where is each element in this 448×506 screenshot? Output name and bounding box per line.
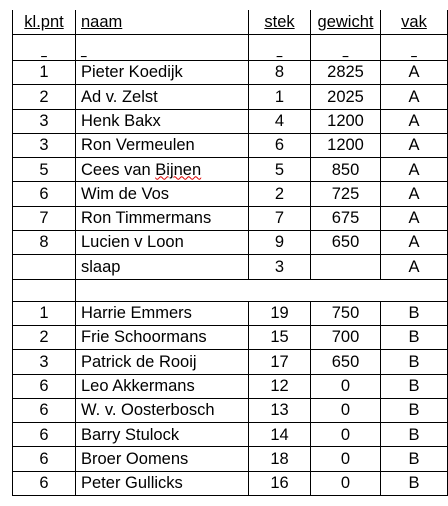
cell-gewicht: 650	[311, 231, 381, 255]
underscore-klpnt: _	[13, 35, 76, 61]
header-naam: naam	[76, 10, 249, 35]
spellcheck-word: Bijnen	[155, 160, 202, 179]
table-row	[13, 85, 448, 109]
cell-gewicht: 1200	[311, 109, 381, 133]
cell-stek: 18	[249, 447, 311, 471]
header-klpnt: kl.pnt	[13, 10, 76, 35]
cell-gewicht: 0	[311, 423, 381, 447]
cell-stek: 17	[249, 350, 311, 374]
table-row	[13, 374, 448, 398]
table-row	[13, 447, 448, 471]
cell-vak: B	[381, 423, 448, 447]
table-row	[13, 61, 448, 85]
results-table	[12, 10, 448, 496]
header-stek: stek	[249, 10, 311, 35]
cell-stek: 6	[249, 133, 311, 157]
cell-vak: B	[381, 374, 448, 398]
cell-vak: B	[381, 301, 448, 325]
cell-stek: 2	[249, 182, 311, 206]
cell-vak: B	[381, 471, 448, 495]
cell-naam: Wim de Vos	[76, 182, 249, 206]
header-vak: vak	[381, 10, 448, 35]
cell-stek: 5	[249, 158, 311, 182]
cell-gewicht: 675	[311, 206, 381, 230]
table-row	[13, 206, 448, 230]
cell-vak: A	[381, 109, 448, 133]
header-row	[13, 10, 448, 35]
cell-stek: 8	[249, 61, 311, 85]
cell-naam: Pieter Koedijk	[76, 61, 249, 85]
cell-gewicht: 2825	[311, 61, 381, 85]
cell-stek: 15	[249, 325, 311, 349]
cell-vak: B	[381, 350, 448, 374]
cell-naam: Barry Stulock	[76, 423, 249, 447]
cell-gewicht: 700	[311, 325, 381, 349]
cell-vak: B	[381, 398, 448, 422]
cell-vak: A	[381, 182, 448, 206]
cell-klpnt: 1	[13, 61, 76, 85]
table-row	[13, 301, 448, 325]
cell-stek: 16	[249, 471, 311, 495]
header-gewicht: gewicht	[311, 10, 381, 35]
cell-stek: 13	[249, 398, 311, 422]
cell-naam: Harrie Emmers	[76, 301, 249, 325]
cell-klpnt: 2	[13, 325, 76, 349]
cell-naam: Lucien v Loon	[76, 231, 249, 255]
cell-klpnt: 7	[13, 206, 76, 230]
cell-gewicht: 650	[311, 350, 381, 374]
cell-vak: A	[381, 255, 448, 279]
separator-cell	[76, 279, 448, 301]
cell-klpnt	[13, 255, 76, 279]
cell-naam: Ron Vermeulen	[76, 133, 249, 157]
cell-klpnt: 3	[13, 350, 76, 374]
cell-klpnt: 6	[13, 182, 76, 206]
cell-stek: 1	[249, 85, 311, 109]
table-row	[13, 158, 448, 182]
table-row	[13, 109, 448, 133]
underscore-row	[13, 35, 448, 61]
cell-naam: Peter Gullicks	[76, 471, 249, 495]
cell-gewicht: 2025	[311, 85, 381, 109]
cell-naam: Ron Timmermans	[76, 206, 249, 230]
underscore-gewicht: _	[311, 35, 381, 61]
cell-gewicht: 0	[311, 447, 381, 471]
table-row	[13, 182, 448, 206]
cell-gewicht: 0	[311, 471, 381, 495]
underscore-stek: _	[249, 35, 311, 61]
table-row	[13, 350, 448, 374]
cell-gewicht: 850	[311, 158, 381, 182]
cell-klpnt: 1	[13, 301, 76, 325]
cell-naam: Ad v. Zelst	[76, 85, 249, 109]
cell-klpnt: 2	[13, 85, 76, 109]
cell-gewicht: 0	[311, 398, 381, 422]
cell-vak: A	[381, 206, 448, 230]
cell-klpnt: 6	[13, 423, 76, 447]
separator-row	[13, 279, 448, 301]
cell-vak: A	[381, 61, 448, 85]
cell-vak: B	[381, 447, 448, 471]
cell-klpnt: 3	[13, 133, 76, 157]
cell-vak: A	[381, 158, 448, 182]
cell-naam: Patrick de Rooij	[76, 350, 249, 374]
cell-klpnt: 6	[13, 447, 76, 471]
table-row	[13, 325, 448, 349]
cell-naam: Broer Oomens	[76, 447, 249, 471]
table-row	[13, 231, 448, 255]
table-row	[13, 255, 448, 279]
cell-stek: 12	[249, 374, 311, 398]
cell-naam: Frie Schoormans	[76, 325, 249, 349]
cell-naam: Leo Akkermans	[76, 374, 249, 398]
table-row	[13, 133, 448, 157]
cell-klpnt: 5	[13, 158, 76, 182]
table-row	[13, 471, 448, 495]
cell-gewicht	[311, 255, 381, 279]
table-row	[13, 423, 448, 447]
cell-gewicht: 750	[311, 301, 381, 325]
cell-naam: slaap	[76, 255, 249, 279]
cell-stek: 7	[249, 206, 311, 230]
separator-cell	[13, 279, 76, 301]
cell-vak: A	[381, 231, 448, 255]
cell-stek: 9	[249, 231, 311, 255]
cell-klpnt: 6	[13, 471, 76, 495]
cell-klpnt: 3	[13, 109, 76, 133]
cell-naam: W. v. Oosterbosch	[76, 398, 249, 422]
cell-klpnt: 6	[13, 374, 76, 398]
cell-gewicht: 725	[311, 182, 381, 206]
cell-stek: 4	[249, 109, 311, 133]
cell-gewicht: 0	[311, 374, 381, 398]
underscore-vak: _	[381, 35, 448, 61]
table-row	[13, 398, 448, 422]
cell-vak: A	[381, 85, 448, 109]
cell-stek: 3	[249, 255, 311, 279]
cell-vak: B	[381, 325, 448, 349]
cell-stek: 19	[249, 301, 311, 325]
cell-naam: Henk Bakx	[76, 109, 249, 133]
cell-gewicht: 1200	[311, 133, 381, 157]
cell-naam: Cees van Bijnen	[76, 158, 249, 182]
cell-stek: 14	[249, 423, 311, 447]
cell-vak: A	[381, 133, 448, 157]
cell-klpnt: 8	[13, 231, 76, 255]
cell-klpnt: 6	[13, 398, 76, 422]
underscore-naam: _	[76, 35, 249, 61]
